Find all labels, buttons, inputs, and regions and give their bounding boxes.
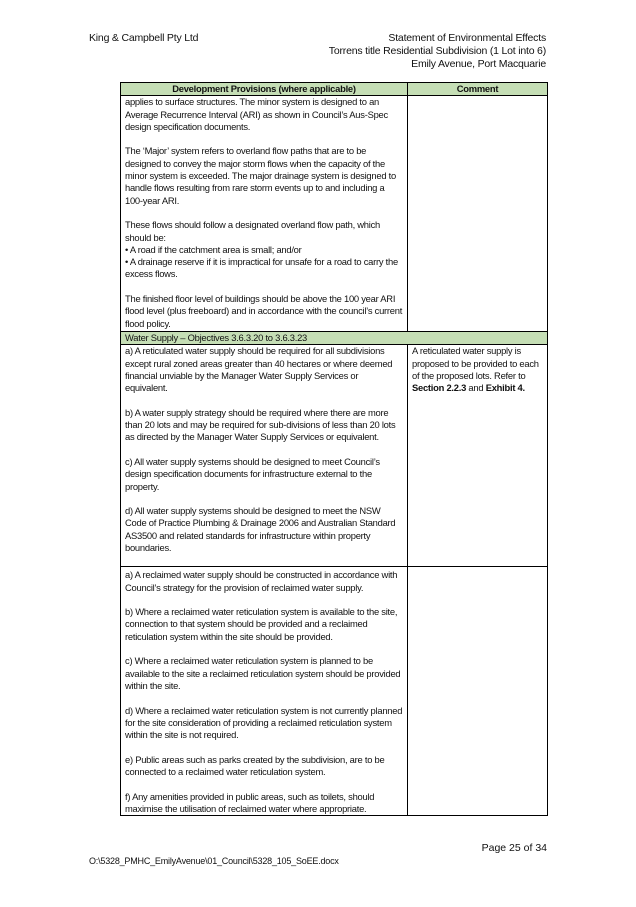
section-row <box>121 331 548 344</box>
provision-cell <box>121 345 408 567</box>
column-header-provisions: Development Provisions (where applicable) <box>121 83 408 96</box>
document-subtitle: Torrens title Residential Subdivision (1 Lot into 6) <box>328 45 546 57</box>
provisions-table <box>120 82 548 816</box>
company-name: King & Campbell Pty Ltd <box>89 32 199 44</box>
provision-paragraph: The finished floor level of buildings should be above the 100 year ARI flood level (plus freeboard) and in accordance with the council’s current flood policy. <box>125 293 403 329</box>
provision-paragraph: a) A reclaimed water supply should be constructed in accordance with Council’s strategy for the provision of reclaimed water supply. <box>125 569 398 593</box>
page-number: Page 25 of 34 <box>481 842 547 854</box>
section-heading-water-supply: Water Supply – Objectives 3.6.3.20 to 3.6.3.23 <box>121 331 548 344</box>
bullet-item: • A drainage reserve if it is impractical for unsafe for a road to carry the excess flows. <box>125 256 398 280</box>
provision-paragraph: The ‘Major’ system refers to overland flow paths that are to be designed to convey the major storm flows when the capacity of the minor system is exceeded. The major drainage system is designed to handle flows resulting from rare storm events up to and including a 100-year ARI. <box>125 145 396 206</box>
provision-paragraph: d) All water supply systems should be designed to meet the NSW Code of Practice Plumbing & Drainage 2006 and Australian Standard AS3500 and related standards for infrastructure within property boundaries. <box>125 505 396 553</box>
comment-cell <box>408 345 548 567</box>
bullet-item: • A road if the catchment area is small; and/or <box>125 243 302 255</box>
provision-paragraph: a) A reticulated water supply should be required for all subdivisions except rural zoned areas greater than 40 hectares or where deemed financial unviable by the Manager Water Supply Services or equivalent. <box>125 345 393 394</box>
file-path: O:\5328_PMHC_EmilyAvenue\01_Council\5328_105_SoEE.docx <box>89 856 339 866</box>
provision-paragraph: f) Any amenities provided in public areas, such as toilets, should maximise the utilisation of reclaimed water where appropriate. <box>125 790 375 814</box>
table-header-row <box>121 83 548 96</box>
provision-text: These flows should follow a designated overland flow path, which should be: <box>125 219 380 243</box>
comment-cell <box>408 96 548 332</box>
provision-paragraph: e) Public areas such as parks created by the subdivision, are to be connected to a reclaimed water reticulation system. <box>125 753 385 778</box>
document-header <box>329 32 546 71</box>
comment-cell <box>408 567 548 816</box>
comment-reference: Exhibit 4. <box>485 382 525 394</box>
column-header-comment: Comment <box>408 83 548 96</box>
table-row <box>121 345 548 567</box>
provision-paragraph: b) Where a reclaimed water reticulation system is available to the site, connection to that system should be provided and a reclaimed reticulation system within the site should be provided. <box>125 606 398 642</box>
provision-paragraph: applies to surface structures. The minor system is designed to an Average Recurrence Interval (ARI) as shown in Council’s Aus-Spec design specification documents. <box>125 96 388 132</box>
provision-paragraph: b) A water supply strategy should be required where there are more than 20 lots and may be required for sub-divisions of less than 20 lots as directed by the Manager Water Supply Services or equivalent. <box>125 406 396 443</box>
provision-paragraph: c) All water supply systems should be designed to meet Council’s design specification documents for infrastructure external to the property. <box>125 455 380 492</box>
table-row <box>121 567 548 816</box>
comment-text: A reticulated water supply is proposed to be provided to each of the proposed lots. Refer to <box>412 345 539 381</box>
provision-paragraph: d) Where a reclaimed water reticulation system is not currently planned for the site consideration of providing a reclaimed reticulation system within the site is not required. <box>125 704 403 741</box>
provision-paragraph: c) Where a reclaimed water reticulation system is planned to be available to the site a reclaimed reticulation system should be provided within the site. <box>125 655 401 691</box>
comment-reference: Section 2.2.3 <box>412 382 467 394</box>
provision-cell <box>121 96 408 332</box>
provision-cell <box>121 567 408 816</box>
document-location: Emily Avenue, Port Macquarie <box>411 58 546 70</box>
table-row <box>121 96 548 332</box>
comment-text: and <box>466 382 486 394</box>
document-title: Statement of Environmental Effects <box>388 32 546 44</box>
provision-paragraph <box>125 219 403 280</box>
